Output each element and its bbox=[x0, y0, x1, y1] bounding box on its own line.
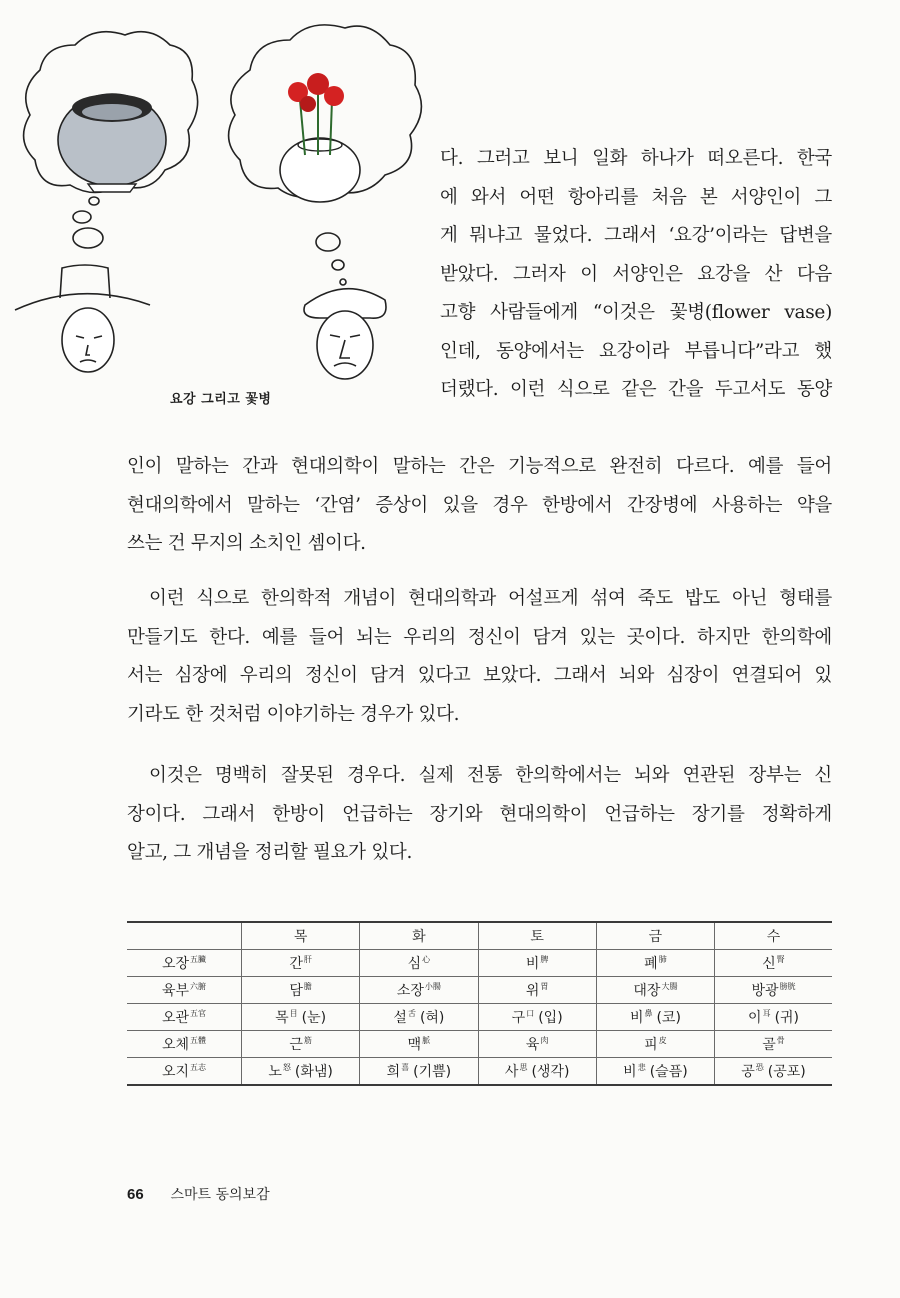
text-line: 받았다. 그러자 이 서양인은 요강을 산 다음 bbox=[440, 263, 832, 285]
table-cell bbox=[242, 1031, 360, 1058]
cell-hanja: 思 bbox=[519, 1063, 528, 1073]
cell-hanja: 脈 bbox=[422, 1036, 431, 1046]
table-row bbox=[127, 950, 832, 977]
text-line: 장이다. 그래서 한방이 언급하는 장기와 현대의학이 언급하는 장기를 정확하게 bbox=[127, 803, 832, 825]
cell-hanja: 耳 bbox=[762, 1009, 771, 1019]
cell-term: 희 bbox=[386, 1064, 401, 1080]
paragraph-1 bbox=[440, 140, 832, 410]
table-header-cell: 수 bbox=[715, 922, 832, 950]
cell-term: 비 bbox=[623, 1064, 637, 1080]
table-row bbox=[127, 1004, 832, 1031]
table-row bbox=[127, 977, 832, 1004]
cell-reading: (코) bbox=[656, 1010, 681, 1026]
cell-hanja: 目 bbox=[289, 1009, 298, 1019]
table-cell bbox=[715, 1004, 832, 1031]
cell-hanja: 大腸 bbox=[661, 982, 678, 992]
text-line: 서는 심장에 우리의 정신이 담겨 있다고 보았다. 그래서 뇌와 심장이 연결되어 있 bbox=[127, 665, 832, 686]
cell-hanja: 肺 bbox=[658, 955, 667, 965]
table-header-cell: 화 bbox=[360, 922, 478, 950]
text-line: 만들기도 한다. 예를 들어 뇌는 우리의 정신이 담겨 있는 곳이다. 하지만 한의학에 bbox=[127, 626, 832, 648]
row-label: 육부 bbox=[161, 983, 190, 999]
table-cell bbox=[596, 977, 714, 1004]
korean-man-gat-icon bbox=[15, 265, 150, 372]
row-label: 오지 bbox=[161, 1064, 190, 1080]
cell-term: 맥 bbox=[407, 1037, 422, 1053]
cell-hanja: 皮 bbox=[658, 1036, 667, 1046]
cell-term: 피 bbox=[644, 1037, 658, 1053]
cell-reading: (기쁨) bbox=[413, 1064, 452, 1080]
text-line: 인이 말하는 간과 현대의학이 말하는 간은 기능적으로 완전히 다르다. 예를 들어 bbox=[127, 456, 832, 477]
cell-hanja: 筋 bbox=[303, 1036, 312, 1046]
table-cell bbox=[478, 1031, 596, 1058]
page-footer bbox=[127, 1184, 270, 1204]
text-line: 다. 그러고 보니 일화 하나가 떠오른다. 한국 bbox=[440, 148, 832, 169]
paragraph-4 bbox=[127, 757, 832, 873]
table-cell bbox=[242, 1004, 360, 1031]
paragraph-3 bbox=[127, 580, 832, 734]
table-cell bbox=[478, 1058, 596, 1086]
cell-hanja: 脾 bbox=[540, 955, 549, 965]
paragraph-2 bbox=[127, 448, 832, 564]
five-elements-table bbox=[127, 921, 832, 1086]
cell-hanja: 肝 bbox=[303, 955, 312, 965]
cell-hanja: 膀胱 bbox=[779, 982, 796, 992]
table-cell bbox=[596, 950, 714, 977]
table-row bbox=[127, 1031, 832, 1058]
row-label-cell bbox=[127, 1031, 242, 1058]
table-cell bbox=[715, 977, 832, 1004]
cell-term: 위 bbox=[525, 983, 540, 999]
table-header-cell: 목 bbox=[242, 922, 360, 950]
cell-term: 방광 bbox=[751, 983, 779, 999]
table-row bbox=[127, 1058, 832, 1086]
text-line: 게 뭐냐고 물었다. 그래서 ‘요강’이라는 답변을 bbox=[440, 225, 832, 246]
cell-term: 공 bbox=[741, 1064, 755, 1080]
table-header-cell: 금 bbox=[596, 922, 714, 950]
cell-term: 소장 bbox=[396, 983, 424, 999]
cell-term: 근 bbox=[289, 1037, 303, 1053]
cell-reading: (눈) bbox=[301, 1010, 327, 1026]
row-label: 오체 bbox=[161, 1037, 190, 1053]
text-line: 기라도 한 것처럼 이야기하는 경우가 있다. bbox=[127, 703, 460, 725]
cell-hanja: 喜 bbox=[401, 1063, 410, 1073]
text-line: 이런 식으로 한의학적 개념이 현대의학과 어설프게 섞여 죽도 밥도 아닌 형태를 bbox=[149, 588, 832, 609]
cell-term: 대장 bbox=[633, 983, 661, 999]
table-cell bbox=[242, 950, 360, 977]
text-line: 현대의학에서 말하는 ‘간염’ 증상이 있을 경우 한방에서 간장병에 사용하는 약을 bbox=[127, 494, 832, 516]
cell-reading: (공포) bbox=[767, 1064, 806, 1080]
table-cell bbox=[360, 1058, 478, 1086]
cell-term: 골 bbox=[762, 1037, 776, 1053]
table-cell bbox=[478, 977, 596, 1004]
cell-reading: (입) bbox=[538, 1010, 563, 1026]
table-cell bbox=[242, 977, 360, 1004]
table-cell bbox=[478, 1004, 596, 1031]
cell-term: 폐 bbox=[644, 956, 658, 972]
cell-hanja: 怒 bbox=[282, 1063, 291, 1073]
cell-reading: (생각) bbox=[531, 1064, 570, 1080]
cell-reading: (귀) bbox=[774, 1010, 800, 1026]
cell-hanja: 肉 bbox=[540, 1036, 549, 1046]
text-line: 에 와서 어떤 항아리를 처음 본 서양인이 그 bbox=[440, 186, 832, 208]
cell-hanja: 口 bbox=[526, 1009, 535, 1019]
text-line: 더랬다. 이런 식으로 같은 간을 두고서도 동양 bbox=[440, 379, 832, 400]
row-label-cell bbox=[127, 1058, 242, 1086]
text-line: 인데, 동양에서는 요강이라 부릅니다”라고 했 bbox=[440, 340, 832, 362]
cell-hanja: 胃 bbox=[540, 982, 549, 992]
table-cell bbox=[715, 950, 832, 977]
cell-term: 노 bbox=[268, 1064, 282, 1080]
table-cell bbox=[360, 1004, 478, 1031]
text-line: 쓰는 건 무지의 소치인 셈이다. bbox=[127, 533, 366, 554]
cell-term: 사 bbox=[504, 1064, 519, 1080]
table-header-row bbox=[127, 922, 832, 950]
cell-term: 구 bbox=[511, 1010, 526, 1026]
flower-vase-icon bbox=[280, 73, 360, 202]
table-cell bbox=[596, 1058, 714, 1086]
cell-term: 비 bbox=[525, 956, 540, 972]
illustration-caption: 요강 그리고 꽃병 bbox=[170, 392, 272, 407]
cell-hanja: 心 bbox=[422, 955, 431, 965]
cell-term: 이 bbox=[748, 1010, 762, 1026]
cell-term: 간 bbox=[289, 956, 303, 972]
cell-term: 육 bbox=[525, 1037, 540, 1053]
text-line: 이것은 명백히 잘못된 경우다. 실제 전통 한의학에서는 뇌와 연관된 장부는 신 bbox=[149, 765, 832, 786]
text-line: 알고, 그 개념을 정리할 필요가 있다. bbox=[127, 842, 413, 863]
cell-reading: (화냄) bbox=[294, 1064, 333, 1080]
table-cell bbox=[596, 1004, 714, 1031]
table-cell bbox=[478, 950, 596, 977]
cell-term: 신 bbox=[762, 956, 776, 972]
row-label-hanja: 六腑 bbox=[190, 982, 207, 992]
chamber-pot-icon bbox=[58, 94, 166, 192]
cell-hanja: 悲 bbox=[637, 1063, 646, 1073]
illustration-chamberpot-vase bbox=[0, 0, 440, 420]
row-label-cell bbox=[127, 977, 242, 1004]
western-man-beret-icon bbox=[304, 289, 386, 379]
table-cell bbox=[715, 1031, 832, 1058]
cell-term: 비 bbox=[629, 1010, 644, 1026]
cell-reading: (슬픔) bbox=[649, 1064, 688, 1080]
cell-hanja: 膽 bbox=[303, 982, 312, 992]
table-cell bbox=[242, 1058, 360, 1086]
row-label-cell bbox=[127, 950, 242, 977]
cell-hanja: 小腸 bbox=[424, 982, 441, 992]
row-label-hanja: 五體 bbox=[190, 1036, 207, 1046]
table-cell bbox=[715, 1058, 832, 1086]
table-cell bbox=[360, 950, 478, 977]
cell-hanja: 腎 bbox=[776, 955, 785, 965]
table-cell bbox=[360, 1031, 478, 1058]
text-line: 고향 사람들에게 “이것은 꽃병(flower vase) bbox=[440, 302, 832, 323]
book-title: 스마트 동의보감 bbox=[170, 1187, 270, 1203]
cell-term: 목 bbox=[275, 1010, 289, 1026]
cell-hanja: 骨 bbox=[776, 1036, 785, 1046]
cell-term: 담 bbox=[289, 983, 303, 999]
row-label-cell bbox=[127, 1004, 242, 1031]
cell-term: 심 bbox=[407, 956, 422, 972]
table-cell bbox=[360, 977, 478, 1004]
cell-hanja: 鼻 bbox=[644, 1009, 653, 1019]
table-cell bbox=[596, 1031, 714, 1058]
row-label: 오관 bbox=[161, 1010, 190, 1026]
cell-reading: (혀) bbox=[419, 1010, 445, 1026]
cell-term: 설 bbox=[393, 1010, 407, 1026]
row-label-hanja: 五志 bbox=[190, 1063, 207, 1073]
table-header-cell bbox=[127, 922, 242, 950]
page-number: 66 bbox=[127, 1186, 144, 1203]
row-label: 오장 bbox=[161, 956, 190, 972]
cell-hanja: 舌 bbox=[407, 1009, 416, 1019]
table-header-cell: 토 bbox=[478, 922, 596, 950]
cell-hanja: 恐 bbox=[755, 1063, 764, 1073]
row-label-hanja: 五官 bbox=[190, 1009, 207, 1019]
row-label-hanja: 五臟 bbox=[190, 955, 207, 965]
